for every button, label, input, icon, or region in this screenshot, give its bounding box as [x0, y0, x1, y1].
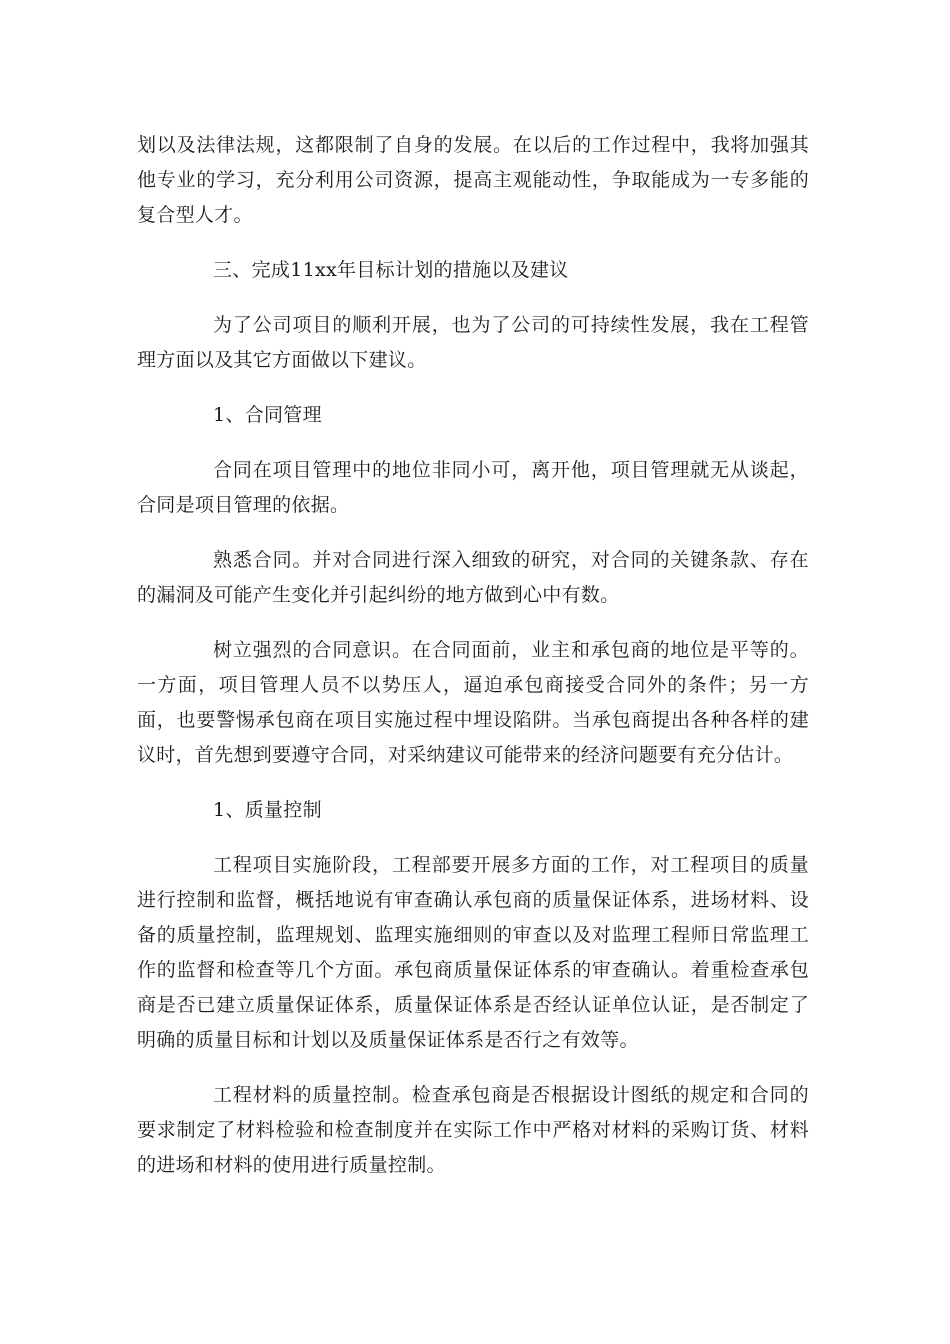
paragraph: 树立强烈的合同意识。在合同面前，业主和承包商的地位是平等的。一方面，项目管理人员不以势压人，逼迫承包商接受合同外的条件；另一方面，也要警惕承包商在项目实施过程中埋设陷阱。当承包商提出各种各样的建议时，首先想到要遵守合同，对采纳建议可能带来的经济问题要有充分估计。 [137, 639, 809, 766]
paragraph: 为了公司项目的顺利开展，也为了公司的可持续性发展，我在工程管理方面以及其它方面做以下建议。 [137, 314, 809, 371]
section-heading: 三、完成11xx年目标计划的措施以及建议 [213, 259, 569, 281]
paragraph: 合同在项目管理中的地位非同小可，离开他，项目管理就无从谈起，合同是项目管理的依据。 [137, 459, 809, 516]
subsection-heading: 1、合同管理 [213, 404, 322, 426]
document-body [137, 128, 809, 1203]
paragraph: 工程项目实施阶段，工程部要开展多方面的工作，对工程项目的质量进行控制和监督，概括地说有审查确认承包商的质量保证体系，进场材料、设备的质量控制，监理规划、监理实施细则的审查以及对监理工程师日常监理工作的监督和检查等几个方面。承包商质量保证体系的审查确认。着重检查承包商是否已建立质量保证体系，质量保证体系是否经认证单位认证，是否制定了明确的质量目标和计划以及质量保证体系是否行之有效等。 [137, 854, 809, 1051]
paragraph: 划以及法律法规，这都限制了自身的发展。在以后的工作过程中，我将加强其他专业的学习，充分利用公司资源，提高主观能动性，争取能成为一专多能的复合型人才。 [137, 134, 809, 226]
subsection-heading: 1、质量控制 [213, 799, 322, 821]
paragraph: 熟悉合同。并对合同进行深入细致的研究，对合同的关键条款、存在的漏洞及可能产生变化并引起纠纷的地方做到心中有数。 [137, 549, 809, 606]
paragraph: 工程材料的质量控制。检查承包商是否根据设计图纸的规定和合同的要求制定了材料检验和检查制度并在实际工作中严格对材料的采购订货、材料的进场和材料的使用进行质量控制。 [137, 1084, 809, 1176]
